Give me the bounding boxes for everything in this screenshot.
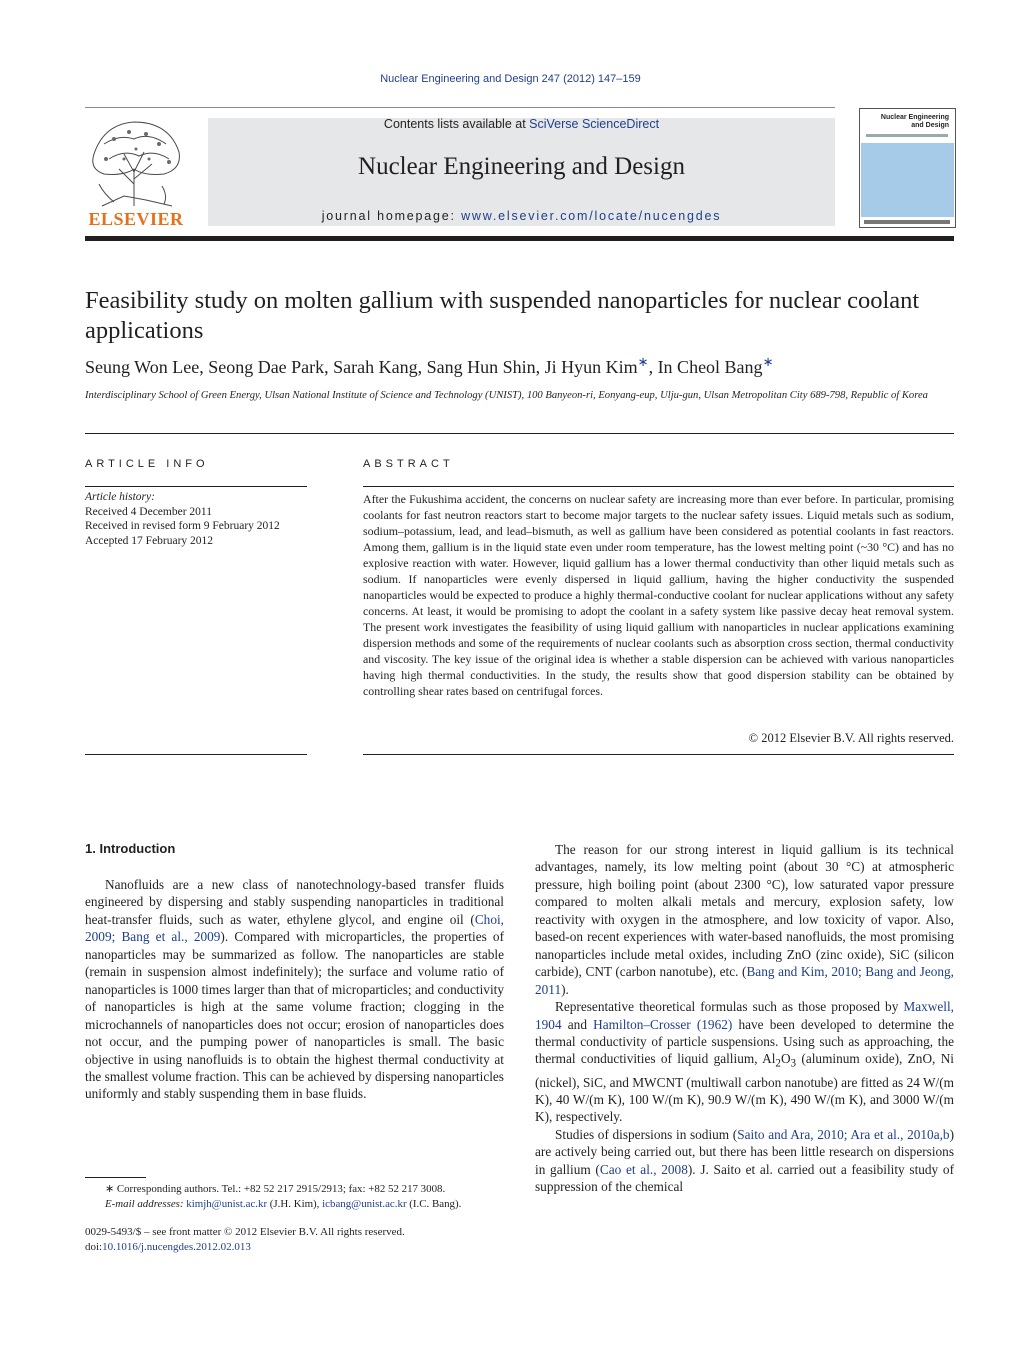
issn-line: 0029-5493/$ – see front matter © 2012 Elsevier B.V. All rights reserved. (85, 1226, 405, 1238)
body-column-right (535, 841, 954, 1196)
text-run: Nanofluids are a new class of nanotechnology-based transfer fluids engineered by dispersing and stably suspending nanoparticles in traditional heat-transfer fluids, such as water, ethylene glycol, and engine oil ( (85, 877, 504, 927)
text-run: and (561, 1016, 594, 1032)
subscript: 3 (790, 1058, 797, 1071)
body-column-left (85, 876, 504, 1103)
cover-title-line-1: Nuclear Engineering (880, 114, 949, 121)
homepage-prefix: journal homepage: (321, 209, 462, 223)
citation-link[interactable]: Hamilton–Crosser (1962) (593, 1016, 733, 1032)
cover-image (861, 143, 954, 217)
header-rule (85, 107, 835, 108)
contents-line (208, 117, 835, 131)
abstract-bottom-rule (363, 754, 954, 755)
elsevier-logo[interactable] (84, 114, 188, 230)
article-history (85, 490, 307, 548)
contents-prefix: Contents lists available at (383, 117, 530, 131)
corresponding-mark-1[interactable]: ∗ (637, 354, 649, 369)
sciencedirect-link[interactable]: SciVerse ScienceDirect (529, 117, 660, 131)
article-info-bottom-rule (85, 754, 307, 755)
footnote-contact: ∗ Corresponding authors. Tel.: +82 52 217 2915/2913; fax: +82 52 217 3008. (105, 1183, 446, 1195)
cover-footer-bar (864, 220, 950, 224)
cover-subtitle-bar (866, 134, 948, 137)
introduction-heading: 1. Introduction (85, 841, 176, 856)
history-received: Received 4 December 2011 (85, 505, 212, 518)
subscript: 2 (775, 1058, 781, 1071)
cover-title-line-2: and Design (911, 122, 949, 129)
email-link-bang[interactable]: icbang@unist.ac.kr (322, 1197, 407, 1210)
history-revised: Received in revised form 9 February 2012 (85, 520, 280, 532)
affiliation-rule (85, 433, 954, 434)
doi-link[interactable]: 10.1016/j.nucengdes.2012.02.013 (102, 1241, 251, 1253)
text-run: Studies of dispersions in sodium ( (555, 1126, 738, 1142)
citation-link[interactable]: Maxwell, 1904 (535, 999, 954, 1032)
doi-prefix: doi: (85, 1241, 103, 1253)
intro-paragraph-4 (535, 1126, 954, 1196)
text-run: (aluminum oxide), ZnO, Ni (nickel), SiC, and MWCNT (multiwall carbon nanotube) are fitted as 24 W/(m K), 40 W/(m K), 100 W/(m K), 90.9 W/(m K), 490 W/(m K), and 3000 W/(m K), respectively. (535, 1051, 954, 1125)
email-owner-kim: (J.H. Kim), (267, 1197, 323, 1210)
journal-cover-thumbnail[interactable] (859, 108, 956, 228)
citation-link[interactable]: Cao et al., 2008 (599, 1161, 688, 1177)
authors-main: Seung Won Lee, Seong Dae Park, Sarah Kang, Sang Hun Shin, Ji Hyun Kim (85, 357, 638, 377)
journal-citation[interactable] (0, 73, 1021, 85)
footnote-emails (85, 1197, 505, 1212)
footnote-rule (85, 1177, 146, 1178)
citation-link[interactable]: Bang and Kim, 2010; Bang and Jeong, 2011 (535, 964, 954, 997)
corresponding-footnote (85, 1182, 505, 1211)
abstract-heading: ABSTRACT (363, 458, 454, 470)
journal-homepage (208, 209, 835, 223)
affiliation: Interdisciplinary School of Green Energy, Ulsan National Institute of Science and Technology (UNIST), 100 Banyeon-ri, Eonyang-eup, Ulju-gun, Ulsan Metropolitan City 689-798, Republic of Korea (85, 390, 928, 401)
citation-link[interactable]: Saito and Ara, 2010; Ara et al., 2010a,b (737, 1126, 950, 1142)
email-label: E-mail addresses: (105, 1197, 187, 1210)
author-list (85, 354, 955, 378)
header-thick-rule (85, 236, 954, 241)
abstract-copyright: © 2012 Elsevier B.V. All rights reserved. (748, 731, 954, 745)
abstract-rule (363, 486, 954, 487)
doi-line (85, 1240, 505, 1255)
intro-paragraph-2 (535, 841, 954, 998)
email-link-kim[interactable]: kimjh@unist.ac.kr (186, 1197, 268, 1210)
text-run: The reason for our strong interest in liquid gallium is its technical advantages, namely, its low melting point (about 30 °C) at atmospheric pressure, high boiling point (about 2300 °C), low saturated vapor pressure compared to molten alkali metals and mercury, explosion safety, low reactivity with oxygen in the atmosphere, and low toxicity of vapor. Also, based-on recent experiences with water-based nanofluids, the most promising nanoparticles include metal oxides, including ZnO (zinc oxide), SiC (silicon carbide), CNT (carbon nanotube), etc. ( (535, 842, 954, 980)
homepage-link[interactable]: www.elsevier.com/locate/nucengdes (461, 209, 722, 223)
email-owner-bang: (I.C. Bang). (406, 1197, 462, 1210)
author-last: In Cheol Bang (657, 357, 763, 377)
abstract-text: After the Fukushima accident, the concerns on nuclear safety are increasing more than ever before. In particular, promising coolants for fast neutron reactors start to become major targets to the nuclear safety issues. Liquid metals such as sodium, sodium–potassium, lead, and lead–bismuth, as well as gallium have been considered as potential coolants in fast reactors. Among them, gallium is in the liquid state even under room temperature, has the lowest melting point (~30 °C) and has no explosive reaction with water. However, liquid gallium has a lower thermal conductivity than other liquid metals such as sodium. If nanoparticles were evenly dispersed in liquid gallium, having the higher conductivity the suspended nanoparticles would be expected to produce a highly thermal-conductive coolant for nuclear applications without any safety concerns. At least, it would be promising to adopt the coolant in a safety system like passive decay heat removal system. The present work investigates the feasibility of using liquid gallium with nanoparticles in nuclear applications examining dispersion methods and some of the requirements of nuclear coolants such as absorption cross section, thermal conductivity and viscosity. The key issue of the original idea is whether a stable dispersion can be achieved with various nanoparticles having high thermal conductivities. In the study, the results show that good dispersion stability can be obtained by controlling shear rates based on centrifugal forces. (363, 492, 954, 698)
history-label: Article history: (85, 491, 155, 503)
intro-paragraph-3 (535, 998, 954, 1126)
text-run: ) are actively being carried out, but there has been little research on dispersions in gallium ( (535, 1126, 955, 1177)
article-info-heading: ARTICLE INFO (85, 458, 209, 470)
corresponding-mark-2[interactable]: ∗ (762, 354, 774, 369)
history-accepted: Accepted 17 February 2012 (85, 534, 214, 547)
article-info-rule (85, 486, 307, 487)
article-title: Feasibility study on molten gallium with suspended nanoparticles for nuclear coolant applications (85, 287, 920, 344)
citation-link[interactable]: Nuclear Engineering and Design 247 (2012) 147–159 (380, 73, 641, 85)
author-separator: , (648, 357, 658, 377)
text-run: ). Compared with microparticles, the properties of nanoparticles may be summarized as follow. The nanoparticles are stable (remain in suspension almost indefinitely); the surface and volume ratio of nanoparticles is 1000 times larger than that of microparticles; and conductivity of nanoparticles is high at the same volume fraction; clogging in the microchannels of nanoparticles does not occur; erosion of nanoparticles does not occur, and the pumping power of nanoparticles is small. The basic objective in using nanofluids is to obtain the highest thermal conductivity at the smallest volume fraction. This can be achieved by dispersing nanoparticles uniformly and stably suspending them in base fluids. (85, 929, 505, 1102)
issn-doi-block (85, 1225, 505, 1255)
citation-link[interactable]: Choi, 2009; Bang et al., 2009 (85, 911, 504, 945)
journal-name: Nuclear Engineering and Design (358, 153, 685, 180)
text-run: have been developed to determine the thermal conductivity of particle suspensions. Using such as approaching, the thermal conductivities of liquid gallium, Al (535, 1016, 954, 1067)
cover-title (881, 114, 949, 130)
elsevier-tree-icon (84, 114, 188, 210)
text-run: ). J. Saito et al. carried out a feasibility study of suppression of the chemical (535, 1161, 955, 1195)
elsevier-wordmark: ELSEVIER (88, 209, 184, 229)
text-run: Representative theoretical formulas such as those proposed by (555, 999, 904, 1015)
text-run: ). (561, 981, 569, 997)
intro-paragraph-1 (85, 876, 504, 1103)
text-run: O (780, 1051, 791, 1067)
